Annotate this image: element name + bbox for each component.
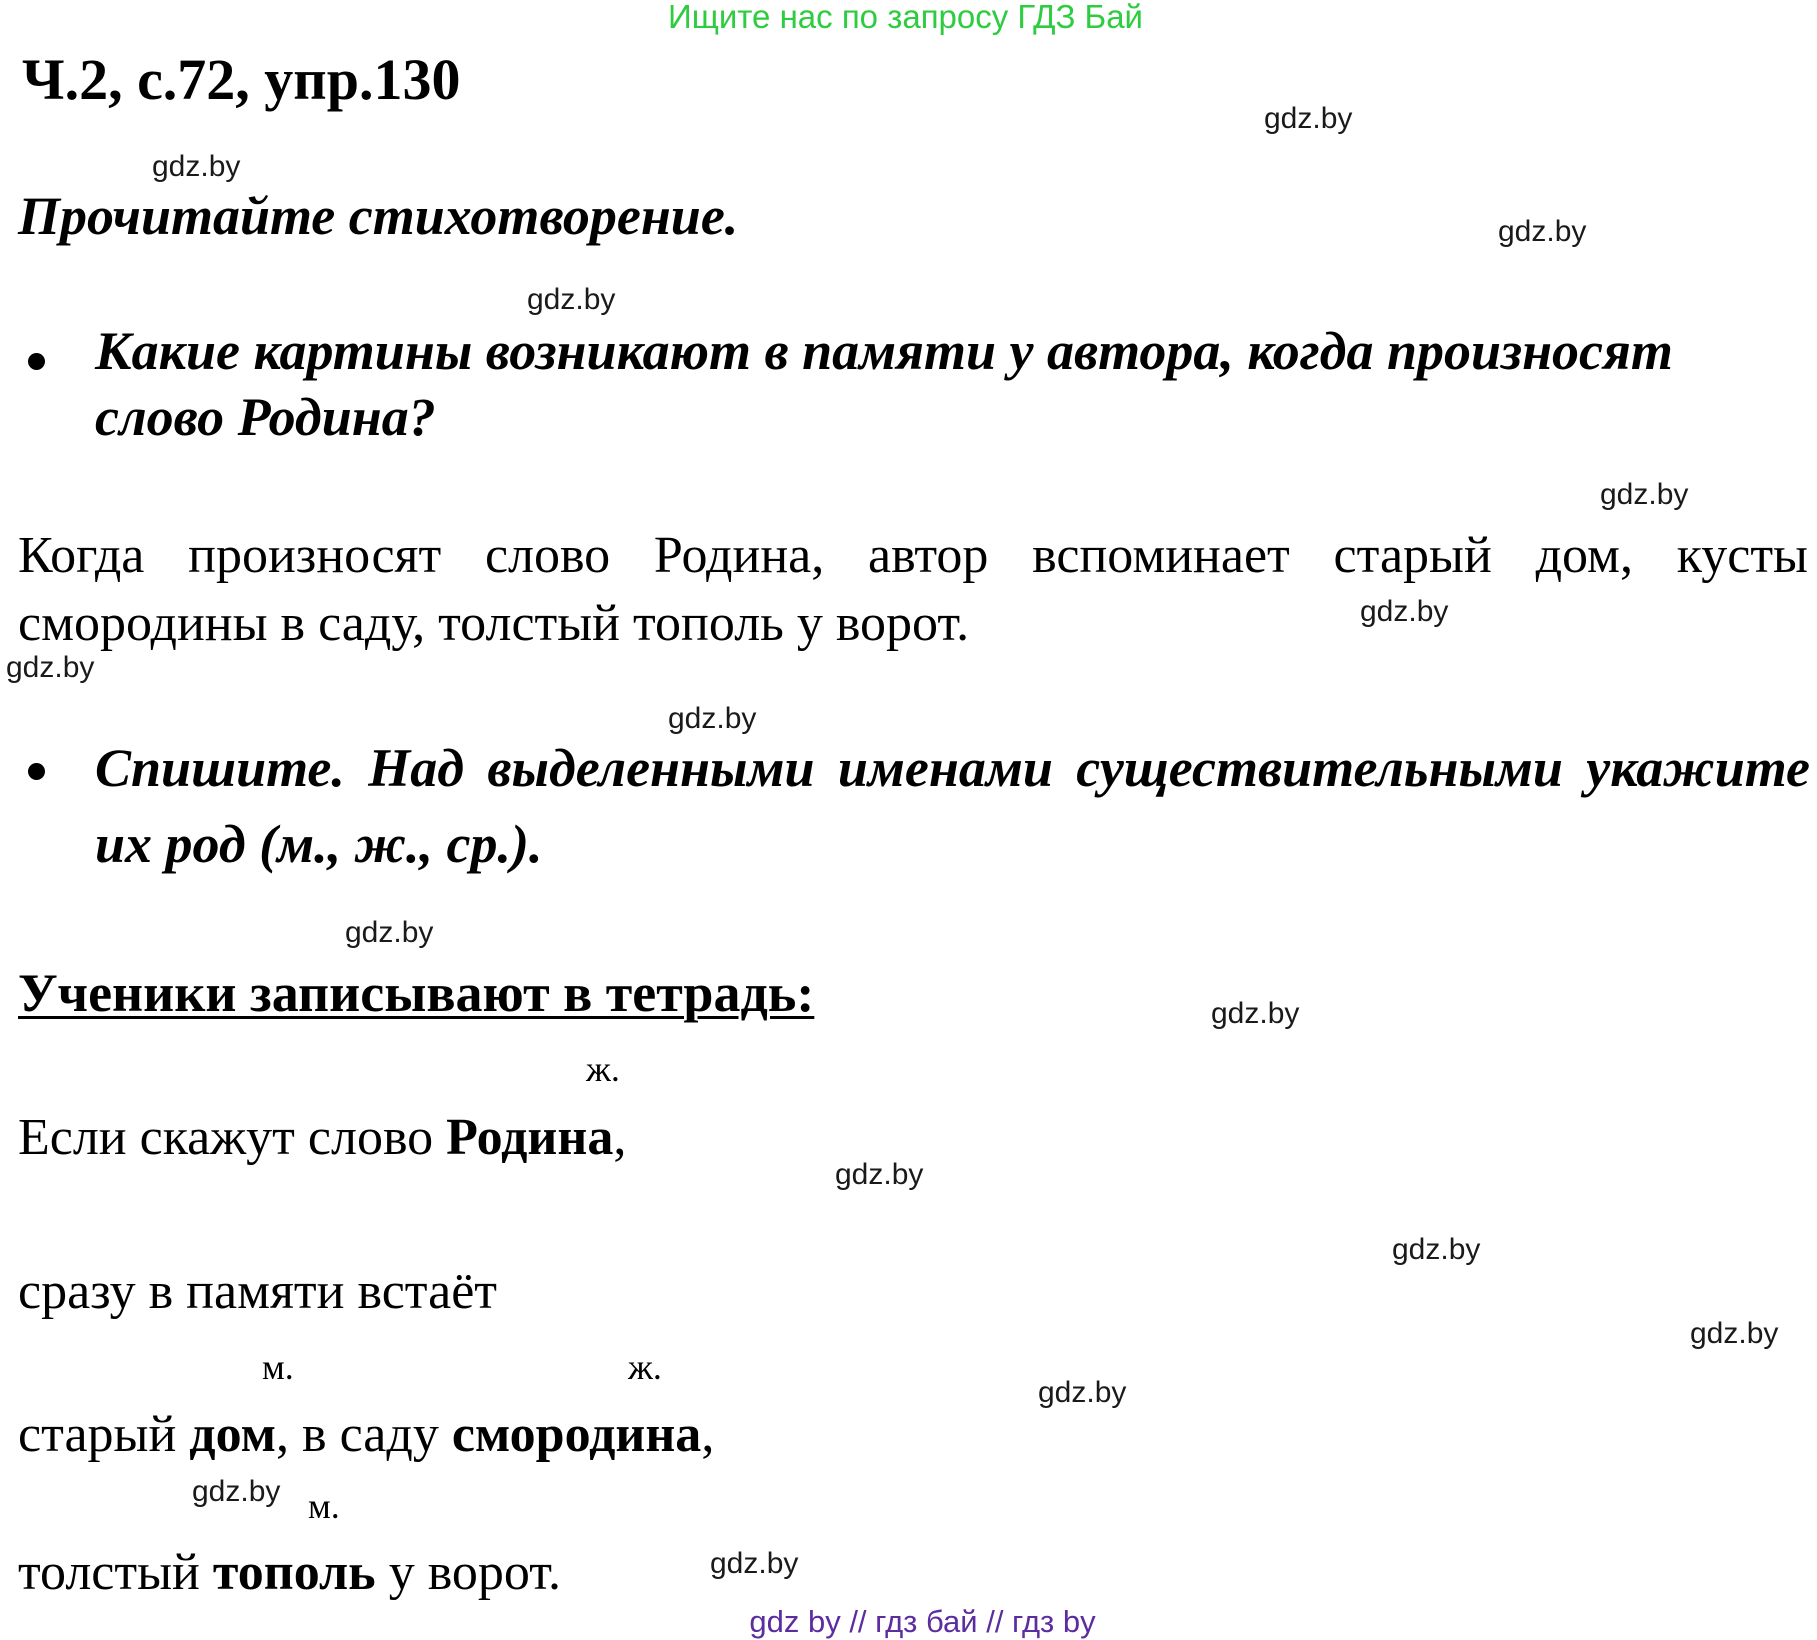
section-heading: Ученики записывают в тетрадь:	[18, 963, 815, 1023]
footer-links[interactable]: gdz by // гдз бай // гдз by	[749, 1604, 1096, 1639]
poem-text: старый	[18, 1406, 190, 1463]
highlighted-noun: дом	[189, 1406, 277, 1463]
poem-text: ,	[701, 1406, 715, 1463]
watermark: gdz.by	[1600, 478, 1689, 511]
watermark: gdz.by	[192, 1475, 281, 1508]
poem-text: Если скажут слово	[18, 1109, 447, 1166]
poem-text: толстый	[18, 1544, 213, 1601]
poem-text: ,	[613, 1109, 627, 1166]
poem-line-1	[18, 1108, 626, 1167]
question-1: Какие картины возникают в памяти у автора, когда произносят слово Родина?	[95, 321, 1673, 447]
watermark: gdz.by	[710, 1547, 799, 1580]
bullet-icon	[28, 763, 45, 780]
gender-mark-topol: м.	[308, 1486, 340, 1526]
task-heading: Прочитайте стихотворение.	[18, 186, 739, 246]
watermark: gdz.by	[6, 651, 95, 684]
highlighted-noun: тополь	[212, 1544, 376, 1601]
watermark: gdz.by	[1498, 215, 1587, 248]
poem-line-2: сразу в памяти встаёт	[18, 1263, 498, 1320]
poem-line-3	[18, 1405, 714, 1464]
watermark: gdz.by	[1392, 1233, 1481, 1266]
question-2: Спишите. Над выделенными именами существительными укажите их род (м., ж., ср.).	[95, 738, 1810, 874]
highlighted-noun: смородина	[451, 1406, 702, 1463]
watermark: gdz.by	[1264, 102, 1353, 135]
watermark: gdz.by	[1211, 997, 1300, 1030]
gender-mark-rodina: ж.	[586, 1049, 620, 1089]
poem-line-4	[18, 1543, 561, 1602]
poem-text: у ворот.	[375, 1544, 562, 1601]
gender-mark-dom: м.	[262, 1347, 294, 1387]
answer-text: Когда произносят слово Родина, автор вспоминает старый дом, кусты смородины в саду, толстый тополь у ворот.	[18, 527, 1808, 652]
gender-mark-smorodina: ж.	[628, 1347, 662, 1387]
bullet-icon	[28, 353, 45, 370]
watermark: gdz.by	[1690, 1317, 1779, 1350]
watermark: gdz.by	[668, 702, 757, 735]
page-title: Ч.2, с.72, упр.130	[22, 47, 461, 112]
watermark: gdz.by	[1038, 1376, 1127, 1409]
watermark: gdz.by	[152, 150, 241, 183]
poem-text: , в саду	[276, 1406, 452, 1463]
watermark: gdz.by	[345, 916, 434, 949]
watermark: gdz.by	[1360, 595, 1449, 628]
top-banner[interactable]: Ищите нас по запросу ГДЗ Бай	[668, 0, 1143, 35]
highlighted-noun: Родина	[446, 1109, 614, 1166]
watermark: gdz.by	[527, 283, 616, 316]
watermark: gdz.by	[835, 1158, 924, 1191]
